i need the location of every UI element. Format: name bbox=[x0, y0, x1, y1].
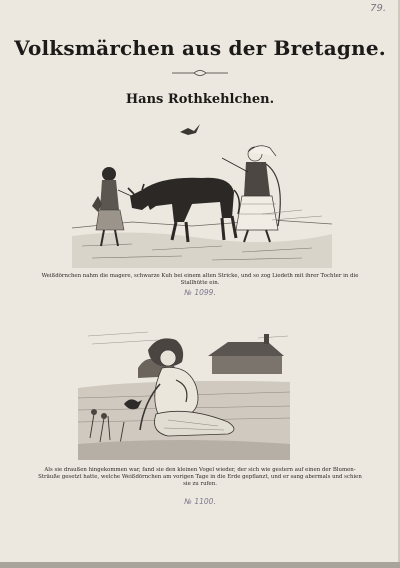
caption-illustration-2: Als sie draußen hingekommen war, fand sie den kleinen Vogel wieder, der sich wie gestern auf einen der Blumen-Sträuße gesetzt hatte, welche Weißdörnchen am vorigen Tage in die Erde gepflanzt, und er sang abermals und schien sie zu rufen. bbox=[38, 467, 362, 488]
caption-illustration-1: Weißdörnchen nahm die magere, schwarze Kuh bei einem alten Stricke, und so zog Liedeth mit ihrer Tochter in die Stallhütte ein. bbox=[41, 273, 359, 287]
story-title: Hans Rothkehlchen. bbox=[125, 92, 275, 107]
page-number: 79. bbox=[370, 3, 386, 14]
title-ornament bbox=[170, 68, 230, 78]
handwritten-number-2: № 1100. bbox=[184, 497, 216, 506]
engraving-cow-scene bbox=[72, 118, 332, 268]
page-bottom-edge bbox=[0, 562, 400, 568]
page-title: Volksmärchen aus der Bretagne. bbox=[14, 36, 386, 60]
handwritten-number-1: № 1099. bbox=[184, 288, 216, 297]
illustration-girl-with-cow bbox=[72, 118, 332, 268]
illustration-girl-with-bird bbox=[78, 318, 290, 460]
engraving-bird-scene bbox=[78, 318, 290, 460]
